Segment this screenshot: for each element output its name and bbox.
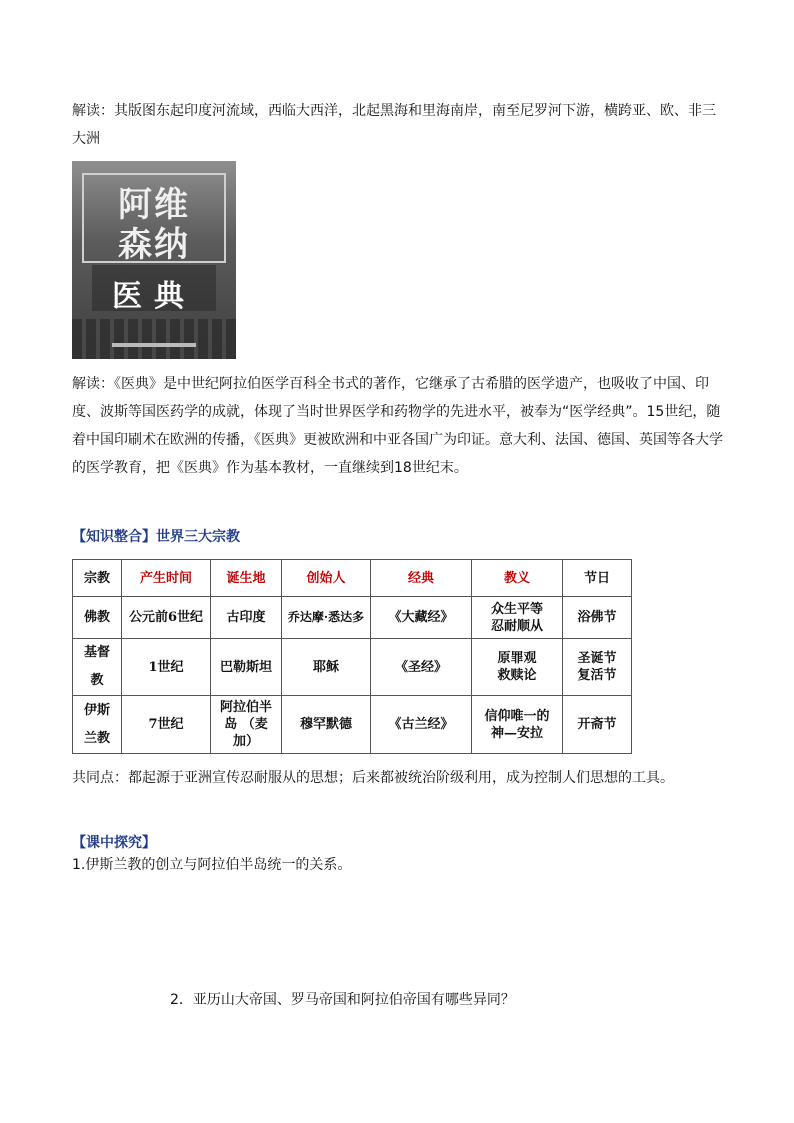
doctrine-cell: 原罪观 救赎论 xyxy=(472,639,563,696)
festival-cell: 开斋节 xyxy=(563,696,632,754)
section-in-class-inquiry xyxy=(72,832,156,852)
scripture-cell: 《圣经》 xyxy=(371,639,472,696)
section-bracket: 【课中探究】 xyxy=(72,835,156,851)
header-festival: 节日 xyxy=(563,560,632,597)
table-row xyxy=(73,639,632,696)
scripture-cell: 《大藏经》 xyxy=(371,597,472,639)
section-knowledge-integration xyxy=(72,526,240,546)
cover-architecture xyxy=(72,319,236,359)
religion-cell: 基督教 xyxy=(73,639,122,696)
founder-cell: 乔达摩·悉达多 xyxy=(282,597,371,639)
festival-cell: 圣诞节 复活节 xyxy=(563,639,632,696)
doctrine-cell: 众生平等 忍耐顺从 xyxy=(472,597,563,639)
place-cell: 阿拉伯半岛 （麦加） xyxy=(211,696,282,754)
time-cell: 7世纪 xyxy=(122,696,211,754)
canon-interpretation: 解读：《医典》是中世纪阿拉伯医学百科全书式的著作，它继承了古希腊的医学遗产，也吸收了中国、印度、波斯等国医药学的成就，体现了当时世界医学和药物学的先进水平，被奉为“医学经典”。15世纪，随着中国印刷术在欧洲的传播，《医典》更被欧洲和中亚各国广为印证。意大利、法国、德国、英国等各大学的医学教育，把《医典》作为基本教材，一直继续到18世纪末。 xyxy=(72,376,723,476)
canon-of-medicine-cover-image xyxy=(72,161,236,359)
header-time: 产生时间 xyxy=(122,560,211,597)
map-interpretation: 解读：其版图东起印度河流域，西临大西洋，北起黑海和里海南岸，南至尼罗河下游，横跨亚、欧、非三大洲 xyxy=(72,103,716,147)
place-cell: 古印度 xyxy=(211,597,282,639)
question-1: 1.伊斯兰教的创立与阿拉伯半岛统一的关系。 xyxy=(72,857,352,873)
cover-title-line2: 森纳 xyxy=(118,225,190,265)
question-2: 2．亚历山大帝国、罗马帝国和阿拉伯帝国有哪些异同？ xyxy=(170,992,515,1008)
time-cell: 公元前6世纪 xyxy=(122,597,211,639)
religions-table xyxy=(72,559,632,754)
doctrine-cell: 信仰唯一的 神—安拉 xyxy=(472,696,563,754)
common-point: 共同点：都起源于亚洲宣传忍耐服从的思想；后来都被统治阶级利用，成为控制人们思想的工具。 xyxy=(72,770,674,786)
header-religion: 宗教 xyxy=(73,560,122,597)
religion-cell: 佛教 xyxy=(73,597,122,639)
section-bracket: 【知识整合】 xyxy=(72,529,156,545)
table-row xyxy=(73,597,632,639)
header-doctrine: 教义 xyxy=(472,560,563,597)
header-place: 诞生地 xyxy=(211,560,282,597)
cover-publisher-mark xyxy=(112,343,196,347)
founder-cell: 穆罕默德 xyxy=(282,696,371,754)
festival-cell: 浴佛节 xyxy=(563,597,632,639)
founder-cell: 耶稣 xyxy=(282,639,371,696)
header-scripture: 经典 xyxy=(371,560,472,597)
section-title: 世界三大宗教 xyxy=(156,529,240,545)
table-row xyxy=(73,696,632,754)
religion-cell: 伊斯兰教 xyxy=(73,696,122,754)
place-cell: 巴勒斯坦 xyxy=(211,639,282,696)
table-header-row xyxy=(73,560,632,597)
cover-title-line3: 医典 xyxy=(112,279,196,314)
header-founder: 创始人 xyxy=(282,560,371,597)
time-cell: 1世纪 xyxy=(122,639,211,696)
scripture-cell: 《古兰经》 xyxy=(371,696,472,754)
cover-title-line1: 阿维 xyxy=(118,185,190,225)
